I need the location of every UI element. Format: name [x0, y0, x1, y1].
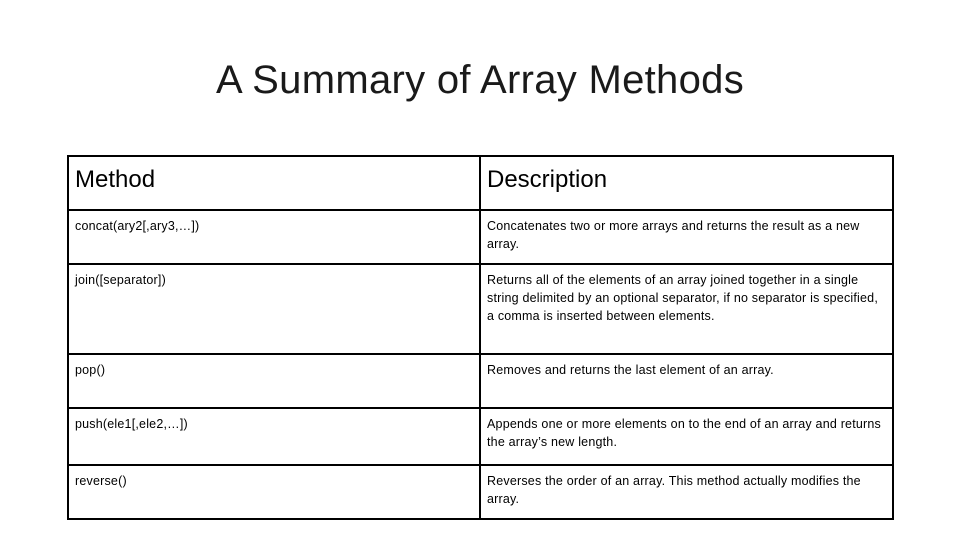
description-cell: Returns all of the elements of an array joined together in a single string delimited by an optional separator, if no separator is specified, a comma is inserted between elements.: [480, 264, 893, 354]
header-description: Description: [480, 156, 893, 210]
method-cell: pop(): [68, 354, 480, 408]
description-cell: Concatenates two or more arrays and returns the result as a new array.: [480, 210, 893, 264]
slide-title: A Summary of Array Methods: [216, 58, 744, 102]
array-methods-table: [67, 155, 894, 520]
method-cell: reverse(): [68, 465, 480, 519]
table-header-row: [68, 156, 893, 210]
table-row: [68, 354, 893, 408]
table-row: [68, 465, 893, 519]
description-cell: Reverses the order of an array. This method actually modifies the array.: [480, 465, 893, 519]
table-row: [68, 264, 893, 354]
method-cell: push(ele1[,ele2,…]): [68, 408, 480, 465]
description-cell: Removes and returns the last element of an array.: [480, 354, 893, 408]
method-cell: concat(ary2[,ary3,…]): [68, 210, 480, 264]
header-method: Method: [68, 156, 480, 210]
table-row: [68, 408, 893, 465]
table-row: [68, 210, 893, 264]
method-cell: join([separator]): [68, 264, 480, 354]
description-cell: Appends one or more elements on to the end of an array and returns the array’s new length.: [480, 408, 893, 465]
